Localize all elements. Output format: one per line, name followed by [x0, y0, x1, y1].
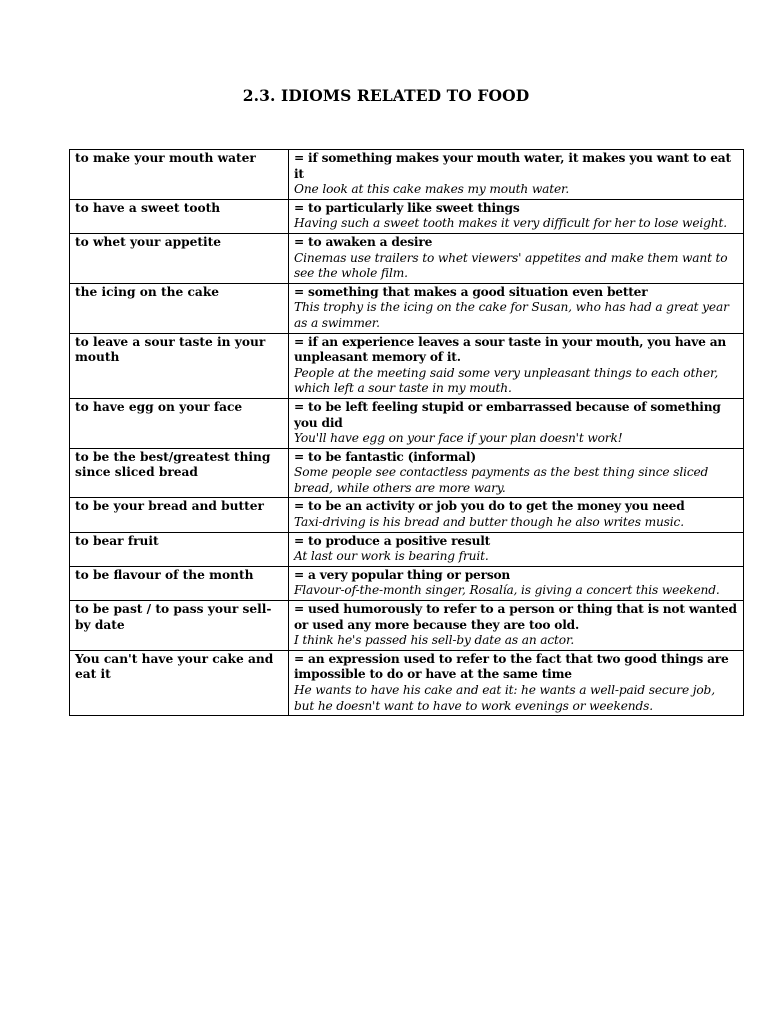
- table-row: [70, 150, 744, 200]
- idiom-cell: to be flavour of the month: [70, 566, 289, 600]
- definition-text: = if an experience leaves a sour taste in your mouth, you have an unpleasant memory of it.: [294, 334, 727, 365]
- definition-text: = to particularly like sweet things: [294, 200, 520, 215]
- example-text: He wants to have his cake and eat it: he wants a well-paid secure job, but he doesn't want to have to work evenings or weekends.: [294, 683, 715, 713]
- table-row: [70, 199, 744, 233]
- idiom-cell: to have a sweet tooth: [70, 199, 289, 233]
- meaning-cell: [289, 650, 744, 715]
- idiom-cell: You can't have your cake and eat it: [70, 650, 289, 715]
- table-row: [70, 283, 744, 333]
- table-row: [70, 448, 744, 498]
- table-row: [70, 566, 744, 600]
- definition-text: = a very popular thing or person: [294, 567, 511, 582]
- example-text: Cinemas use trailers to whet viewers' appetites and make them want to see the whole film.: [294, 250, 728, 281]
- idiom-cell: to have egg on your face: [70, 398, 289, 448]
- definition-text: = something that makes a good situation even better: [294, 284, 648, 299]
- example-text: People at the meeting said some very unpleasant things to each other, which left a sour taste in my mouth.: [294, 365, 719, 396]
- definition-text: = to produce a positive result: [294, 533, 491, 548]
- definition-text: = an expression used to refer to the fact that two good things are impossible to do or have at the same time: [294, 651, 729, 682]
- definition-text: = if something makes your mouth water, it makes you want to eat it: [294, 151, 731, 181]
- idiom-cell: to be your bread and butter: [70, 498, 289, 532]
- idiom-cell: to whet your appetite: [70, 233, 289, 283]
- example-text: You'll have egg on your face if your plan doesn't work!: [294, 431, 623, 446]
- definition-text: = to be fantastic (informal): [294, 449, 476, 464]
- example-text: One look at this cake makes my mouth water.: [294, 182, 570, 197]
- example-text: At last our work is bearing fruit.: [294, 549, 489, 564]
- idiom-cell: to leave a sour taste in your mouth: [70, 333, 289, 398]
- meaning-cell: [289, 398, 744, 448]
- idiom-cell: to be past / to pass your sell-by date: [70, 601, 289, 651]
- meaning-cell: [289, 601, 744, 651]
- idiom-cell: to make your mouth water: [70, 150, 289, 200]
- page-title: 2.3. IDIOMS RELATED TO FOOD: [242, 86, 530, 105]
- table-row: [70, 532, 744, 566]
- meaning-cell: [289, 233, 744, 283]
- example-text: Flavour-of-the-month singer, Rosalía, is giving a concert this weekend.: [294, 583, 720, 598]
- idioms-table: [69, 149, 744, 716]
- idiom-cell: to be the best/greatest thing since sliced bread: [70, 448, 289, 498]
- meaning-cell: [289, 448, 744, 498]
- meaning-cell: [289, 283, 744, 333]
- idiom-cell: to bear fruit: [70, 532, 289, 566]
- definition-text: = to be left feeling stupid or embarrassed because of something you did: [294, 399, 721, 430]
- example-text: This trophy is the icing on the cake for Susan, who has had a great year as a swimmer.: [294, 300, 729, 330]
- definition-text: = to be an activity or job you do to get the money you need: [294, 499, 685, 514]
- idiom-cell: the icing on the cake: [70, 283, 289, 333]
- meaning-cell: [289, 532, 744, 566]
- example-text: Some people see contactless payments as the best thing since sliced bread, while others are more wary.: [294, 465, 709, 495]
- definition-text: = used humorously to refer to a person or thing that is not wanted or used any more because they are too old.: [294, 602, 737, 632]
- table-row: [70, 398, 744, 448]
- table-row: [70, 333, 744, 398]
- example-text: I think he's passed his sell-by date as an actor.: [294, 633, 575, 648]
- definition-text: = to awaken a desire: [294, 234, 433, 249]
- example-text: Having such a sweet tooth makes it very difficult for her to lose weight.: [294, 216, 727, 231]
- table-row: [70, 650, 744, 715]
- meaning-cell: [289, 498, 744, 532]
- table-row: [70, 601, 744, 651]
- meaning-cell: [289, 566, 744, 600]
- example-text: Taxi-driving is his bread and butter though he also writes music.: [294, 515, 684, 530]
- meaning-cell: [289, 150, 744, 200]
- table-row: [70, 233, 744, 283]
- meaning-cell: [289, 199, 744, 233]
- table-row: [70, 498, 744, 532]
- meaning-cell: [289, 333, 744, 398]
